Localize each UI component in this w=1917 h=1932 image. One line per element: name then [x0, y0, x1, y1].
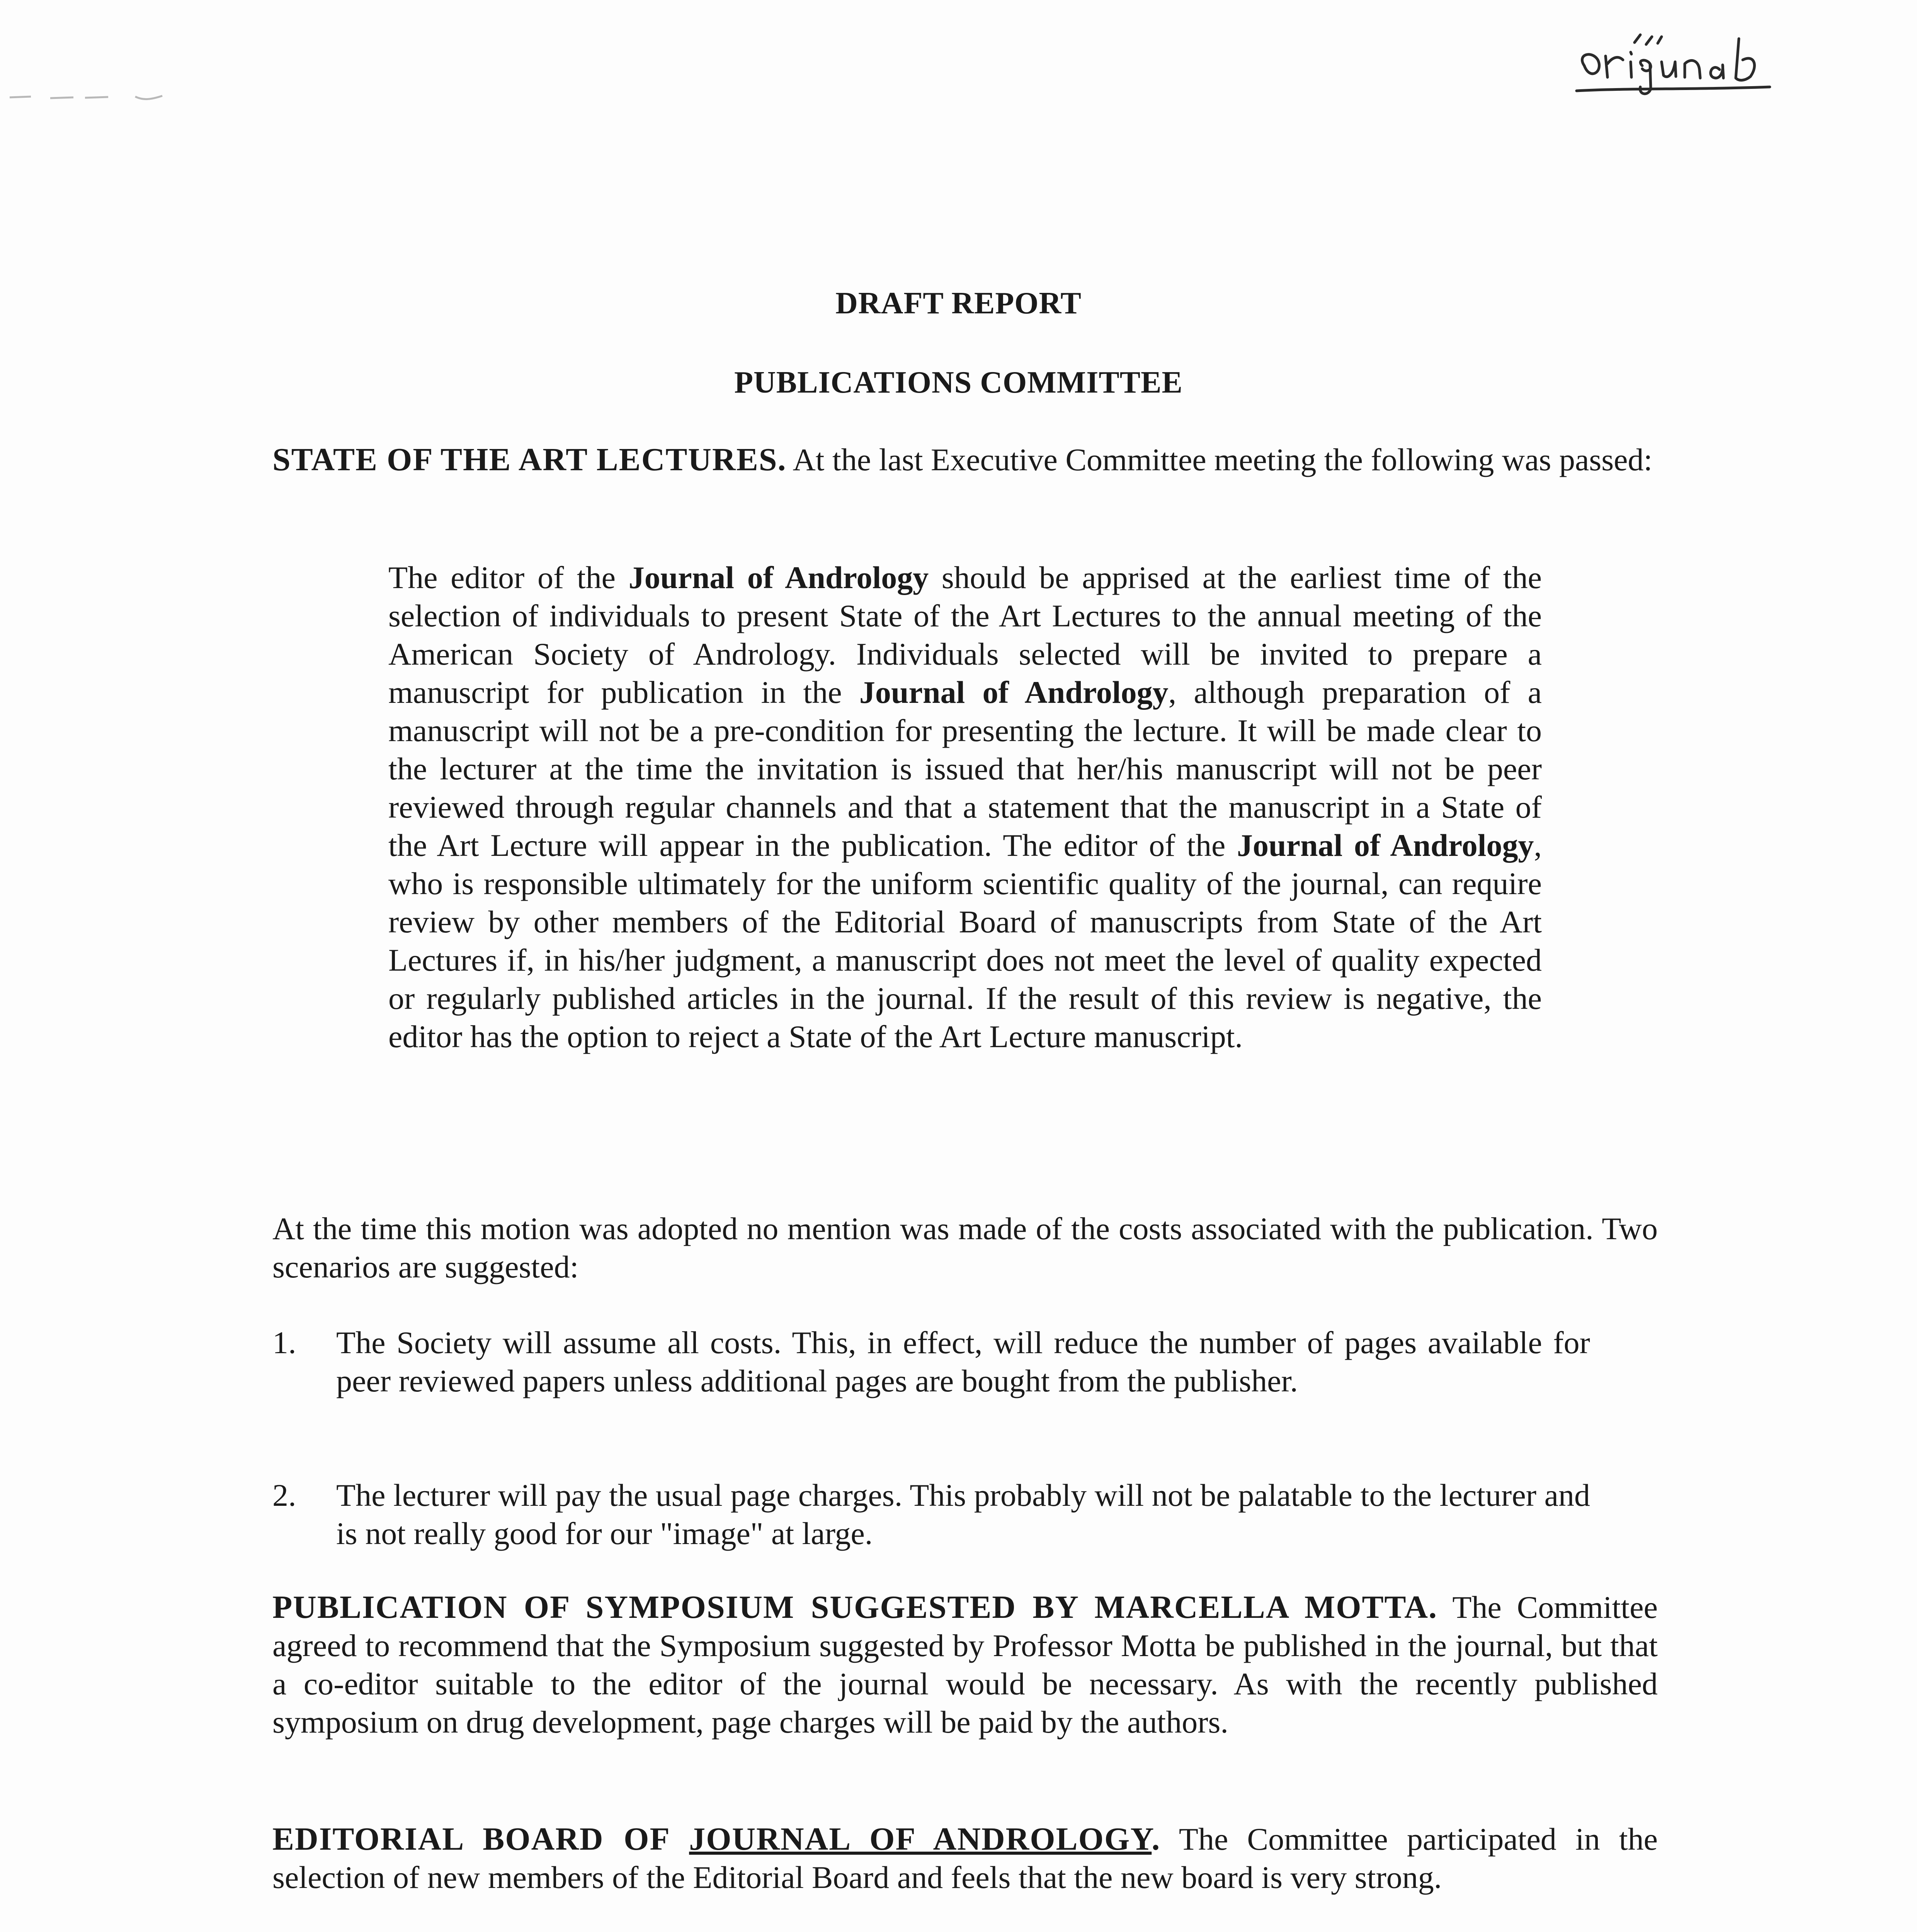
scenario-list-item [272, 1323, 1590, 1400]
handwritten-original-annotation [1569, 23, 1785, 100]
editorial-board-period: . [1152, 1821, 1161, 1857]
journal-name: Journal of Andrology [859, 675, 1169, 710]
scenario-list-item [272, 1476, 1590, 1553]
motion-text-part: should be apprised at the earliest time of the selection of individuals to present State of the Art Lectures to the annual meeting of the American Society of Andrology. Individuals selected will be invited to prepare a manuscript for publication in the [388, 560, 1542, 710]
motion-quote [388, 558, 1542, 1056]
editorial-board-text: The Committee participated in the selection of new members of the Editorial Board and feels that the new board is very strong. [272, 1821, 1658, 1895]
symposium-heading: PUBLICATION OF SYMPOSIUM SUGGESTED BY MARCELLA MOTTA. [272, 1589, 1438, 1625]
editorial-board-heading: EDITORIAL BOARD OF [272, 1821, 689, 1857]
scan-artifact-mark [8, 89, 170, 104]
publications-committee-title: PUBLICATIONS COMMITTEE [734, 366, 1183, 400]
state-of-art-heading: STATE OF THE ART LECTURES. [272, 442, 787, 478]
list-number: 1. [272, 1325, 296, 1360]
motion-text-part: The editor of the [388, 560, 629, 595]
draft-report-title: DRAFT REPORT [835, 286, 1082, 320]
editorial-board-journal: JOURNAL OF ANDROLOGY [689, 1821, 1152, 1857]
costs-paragraph: At the time this motion was adopted no mention was made of the costs associated with the publication. Two scenarios are suggested: [272, 1211, 1658, 1284]
list-text: The Society will assume all costs. This, in effect, will reduce the number of pages available for peer reviewed papers unless additional pages are bought from the publisher. [336, 1325, 1590, 1398]
motion-text-part: , although preparation of a manuscript will not be a pre-condition for presenting the lecture. It will be made clear to the lecturer at the time the invitation is issued that her/his manuscript will not be peer reviewed through regular channels and that a statement that the manuscript in a State of the Art Lecture will appear in the publication. The editor of the [388, 675, 1542, 863]
state-of-art-paragraph [272, 440, 1658, 479]
symposium-text: The Committee agreed to recommend that the Symposium suggested by Professor Motta be published in the journal, but that a co-editor suitable to the editor of the journal would be necessary. As with the recently published symposium on drug development, page charges will be paid by the authors. [272, 1590, 1658, 1740]
editorial-board-paragraph [272, 1820, 1658, 1896]
motion-text-part: , who is responsible ultimately for the uniform scientific quality of the journal, can require review by other members of the Editorial Board of manuscripts from State of the Art Lectures if, in his/her judgment, a manuscript does not meet the level of quality expected or regularly published articles in the journal. If the result of this review is negative, the editor has the option to reject a State of the Art Lecture manuscript. [388, 828, 1542, 1054]
journal-name: Journal of Andrology [1237, 828, 1534, 863]
journal-name: Journal of Andrology [628, 560, 929, 595]
state-of-art-text: At the last Executive Committee meeting the following was passed: [786, 442, 1653, 477]
list-text: The lecturer will pay the usual page charges. This probably will not be palatable to the lecturer and is not really good for our "image" at large. [336, 1478, 1590, 1551]
symposium-paragraph [272, 1588, 1658, 1741]
list-number: 2. [272, 1478, 296, 1513]
